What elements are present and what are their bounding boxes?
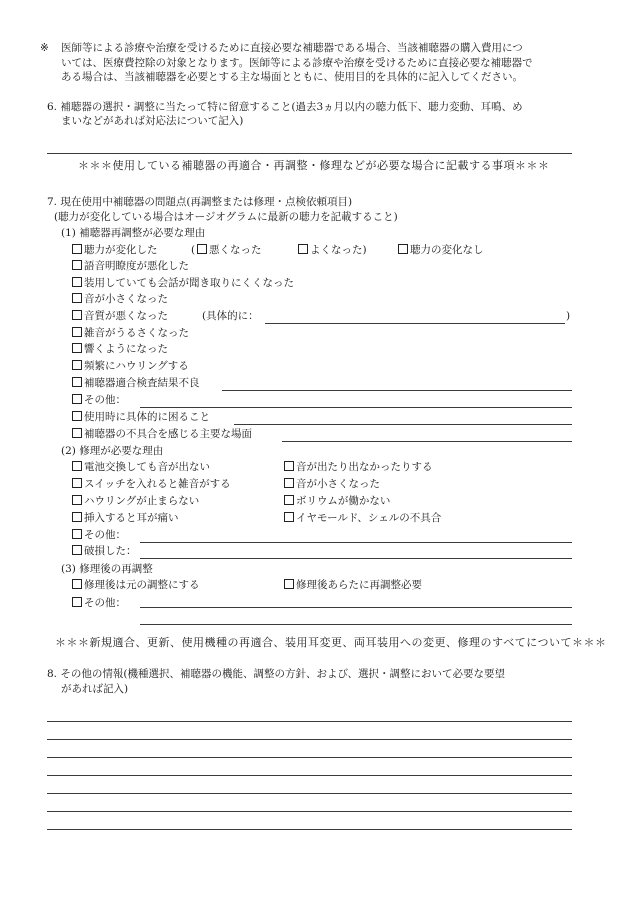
checkbox[interactable]	[72, 377, 82, 387]
checkbox[interactable]	[72, 478, 82, 488]
note-line-2: いては、医療費控除の対象となります。医師等による診療や治療を受けるために直接必要な補聴器で	[61, 57, 533, 69]
check-readjust[interactable]	[284, 579, 422, 592]
label: 悪くなった	[209, 244, 262, 256]
checkbox[interactable]	[72, 310, 82, 320]
repair-left-item[interactable]	[72, 478, 231, 491]
fit-result-line[interactable]	[222, 390, 572, 391]
checkbox[interactable]	[72, 512, 82, 522]
check-better[interactable]	[298, 244, 367, 257]
label: 修理後は元の調整にする	[84, 579, 200, 591]
checkbox[interactable]	[72, 260, 82, 270]
label: 音が小さくなった	[296, 478, 380, 490]
q8-answer-line[interactable]	[47, 757, 572, 758]
check-no-change[interactable]	[398, 244, 484, 257]
label: 語音明瞭度が悪化した	[84, 260, 189, 272]
check-worse[interactable]	[197, 244, 262, 257]
label: ハウリングが止まらない	[84, 495, 200, 507]
checkbox[interactable]	[72, 360, 82, 370]
q8-answer-line[interactable]	[47, 739, 572, 740]
checkbox[interactable]	[398, 244, 408, 254]
q7-title: 7. 現在使用中補聴器の問題点(再調整または修理・点検依頼項目)	[47, 196, 353, 208]
specific-line[interactable]	[265, 323, 565, 324]
label: 雑音がうるさくなった	[84, 327, 189, 339]
label: 破損した：	[84, 545, 137, 557]
q8-answer-line[interactable]	[47, 811, 572, 812]
banner-readjust: ＊＊＊使用している補聴器の再適合・再調整・修理などが必要な場合に記載する事項＊＊＊	[78, 159, 550, 172]
broken-line[interactable]	[140, 558, 572, 559]
checkbox[interactable]	[72, 545, 82, 555]
checkbox[interactable]	[197, 244, 207, 254]
label: 音が出たり出なかったりする	[296, 461, 433, 473]
checkbox[interactable]	[284, 512, 294, 522]
label: よくなった)	[310, 244, 367, 256]
trouble-line[interactable]	[234, 424, 572, 425]
q8-title: 8. その他の情報(機種選択、補聴器の機能、調整の方針、および、選択・調整において必要な要望	[47, 668, 506, 680]
note-line-3: ある場合は、当該補聴器を必要とする主な場面とともに、使用目的を具体的に記入してください。	[61, 71, 523, 83]
repair-right-item[interactable]	[284, 478, 380, 491]
post-other-line[interactable]	[140, 607, 572, 608]
checkbox[interactable]	[284, 495, 294, 505]
q8-answer-line[interactable]	[47, 721, 572, 722]
checkbox[interactable]	[284, 579, 294, 589]
check-other[interactable]	[72, 394, 126, 407]
label: 聴力の変化なし	[410, 244, 484, 256]
repair-other-line[interactable]	[140, 542, 572, 543]
checkbox[interactable]	[72, 277, 82, 287]
label: 補聴器の不具合を感じる主要な場面	[84, 428, 252, 440]
sec3-heading: (3) 修理後の再調整	[61, 563, 153, 575]
note-line-1: 医師等による診療や治療を受けるために直接必要な補聴器である場合、当該補聴器の購入費用につ	[61, 42, 523, 54]
label: イヤモールド、シェルの不具合	[296, 512, 442, 524]
checkbox[interactable]	[72, 327, 82, 337]
check-item[interactable]	[72, 343, 168, 356]
label: ボリウムが働かない	[296, 495, 391, 507]
label: スイッチを入れると雑音がする	[84, 478, 231, 490]
label: 挿入すると耳が痛い	[84, 512, 179, 524]
repair-right-item[interactable]	[284, 512, 441, 525]
check-item[interactable]	[72, 360, 189, 373]
checkbox[interactable]	[72, 461, 82, 471]
repair-left-item[interactable]	[72, 461, 210, 474]
q7-subtitle: (聴力が変化している場合はオージオグラムに最新の聴力を記載すること)	[54, 211, 398, 223]
label: 音が小さくなった	[84, 293, 168, 305]
q6-answer-line[interactable]	[47, 153, 572, 154]
paren-open: (	[191, 244, 196, 256]
checkbox[interactable]	[72, 343, 82, 353]
q8-answer-line[interactable]	[47, 829, 572, 830]
q6-title: 6. 補聴器の選択・調整に当たって特に留意すること(過去3ヵ月以内の聴力低下、聴力変動、耳鳴、め	[47, 101, 523, 113]
label: 聴力が変化した	[84, 244, 158, 256]
label: 音質が悪くなった	[84, 310, 168, 322]
repair-left-item[interactable]	[72, 512, 179, 525]
other-line[interactable]	[140, 407, 572, 408]
specific-label: (具体的に：	[202, 310, 259, 322]
checkbox[interactable]	[72, 293, 82, 303]
checkbox[interactable]	[72, 411, 82, 421]
post-other-line-2[interactable]	[140, 624, 572, 625]
checkbox[interactable]	[72, 428, 82, 438]
check-quality[interactable]	[72, 310, 168, 323]
sec2-heading: (2) 修理が必要な理由	[61, 445, 164, 457]
checkbox[interactable]	[298, 244, 308, 254]
checkbox[interactable]	[284, 478, 294, 488]
label: 補聴器適合検査結果不良	[84, 377, 200, 389]
checkbox[interactable]	[72, 394, 82, 404]
label: その他：	[84, 597, 126, 609]
q8-answer-line[interactable]	[47, 775, 572, 776]
label: その他：	[84, 394, 126, 406]
label: 頻繁にハウリングする	[84, 360, 189, 372]
check-item[interactable]	[72, 293, 168, 306]
check-item[interactable]	[72, 260, 189, 273]
label: 使用時に具体的に困ること	[84, 411, 210, 423]
checkbox[interactable]	[72, 579, 82, 589]
checkbox[interactable]	[284, 461, 294, 471]
repair-left-item[interactable]	[72, 495, 199, 508]
scene-line[interactable]	[282, 441, 572, 442]
checkbox[interactable]	[72, 495, 82, 505]
checkbox[interactable]	[72, 244, 82, 254]
checkbox[interactable]	[72, 529, 82, 539]
repair-right-item[interactable]	[284, 495, 390, 508]
note-mark: ※	[40, 42, 49, 54]
label: 修理後あらたに再調整必要	[296, 579, 422, 591]
check-trouble[interactable]	[72, 411, 210, 424]
check-repair-other[interactable]	[72, 529, 126, 542]
label: 響くようになった	[84, 343, 168, 355]
check-restore[interactable]	[72, 579, 200, 592]
specific-close: )	[566, 310, 571, 322]
check-post-other[interactable]	[72, 597, 126, 610]
check-hearing-changed[interactable]	[72, 244, 158, 257]
check-broken[interactable]	[72, 545, 137, 558]
q8-title-cont: があれば記入)	[61, 683, 129, 695]
check-fit-result[interactable]	[72, 377, 200, 390]
banner-all: ＊＊＊新規適合、更新、使用機種の再適合、装用耳変更、両耳装用への変更、修理のすべてについて＊＊＊	[55, 636, 607, 649]
q8-answer-line[interactable]	[47, 793, 572, 794]
sec1-heading: (1) 補聴器再調整が必要な理由	[61, 227, 206, 239]
label: その他：	[84, 529, 126, 541]
q6-title-cont: まいなどがあれば対応法について記入)	[61, 115, 244, 127]
label: 装用していても会話が聞き取りにくくなった	[84, 277, 294, 289]
repair-right-item[interactable]	[284, 461, 433, 474]
check-item[interactable]	[72, 327, 189, 340]
check-scene[interactable]	[72, 428, 252, 441]
check-item[interactable]	[72, 277, 294, 290]
label: 電池交換しても音が出ない	[84, 461, 210, 473]
checkbox[interactable]	[72, 597, 82, 607]
